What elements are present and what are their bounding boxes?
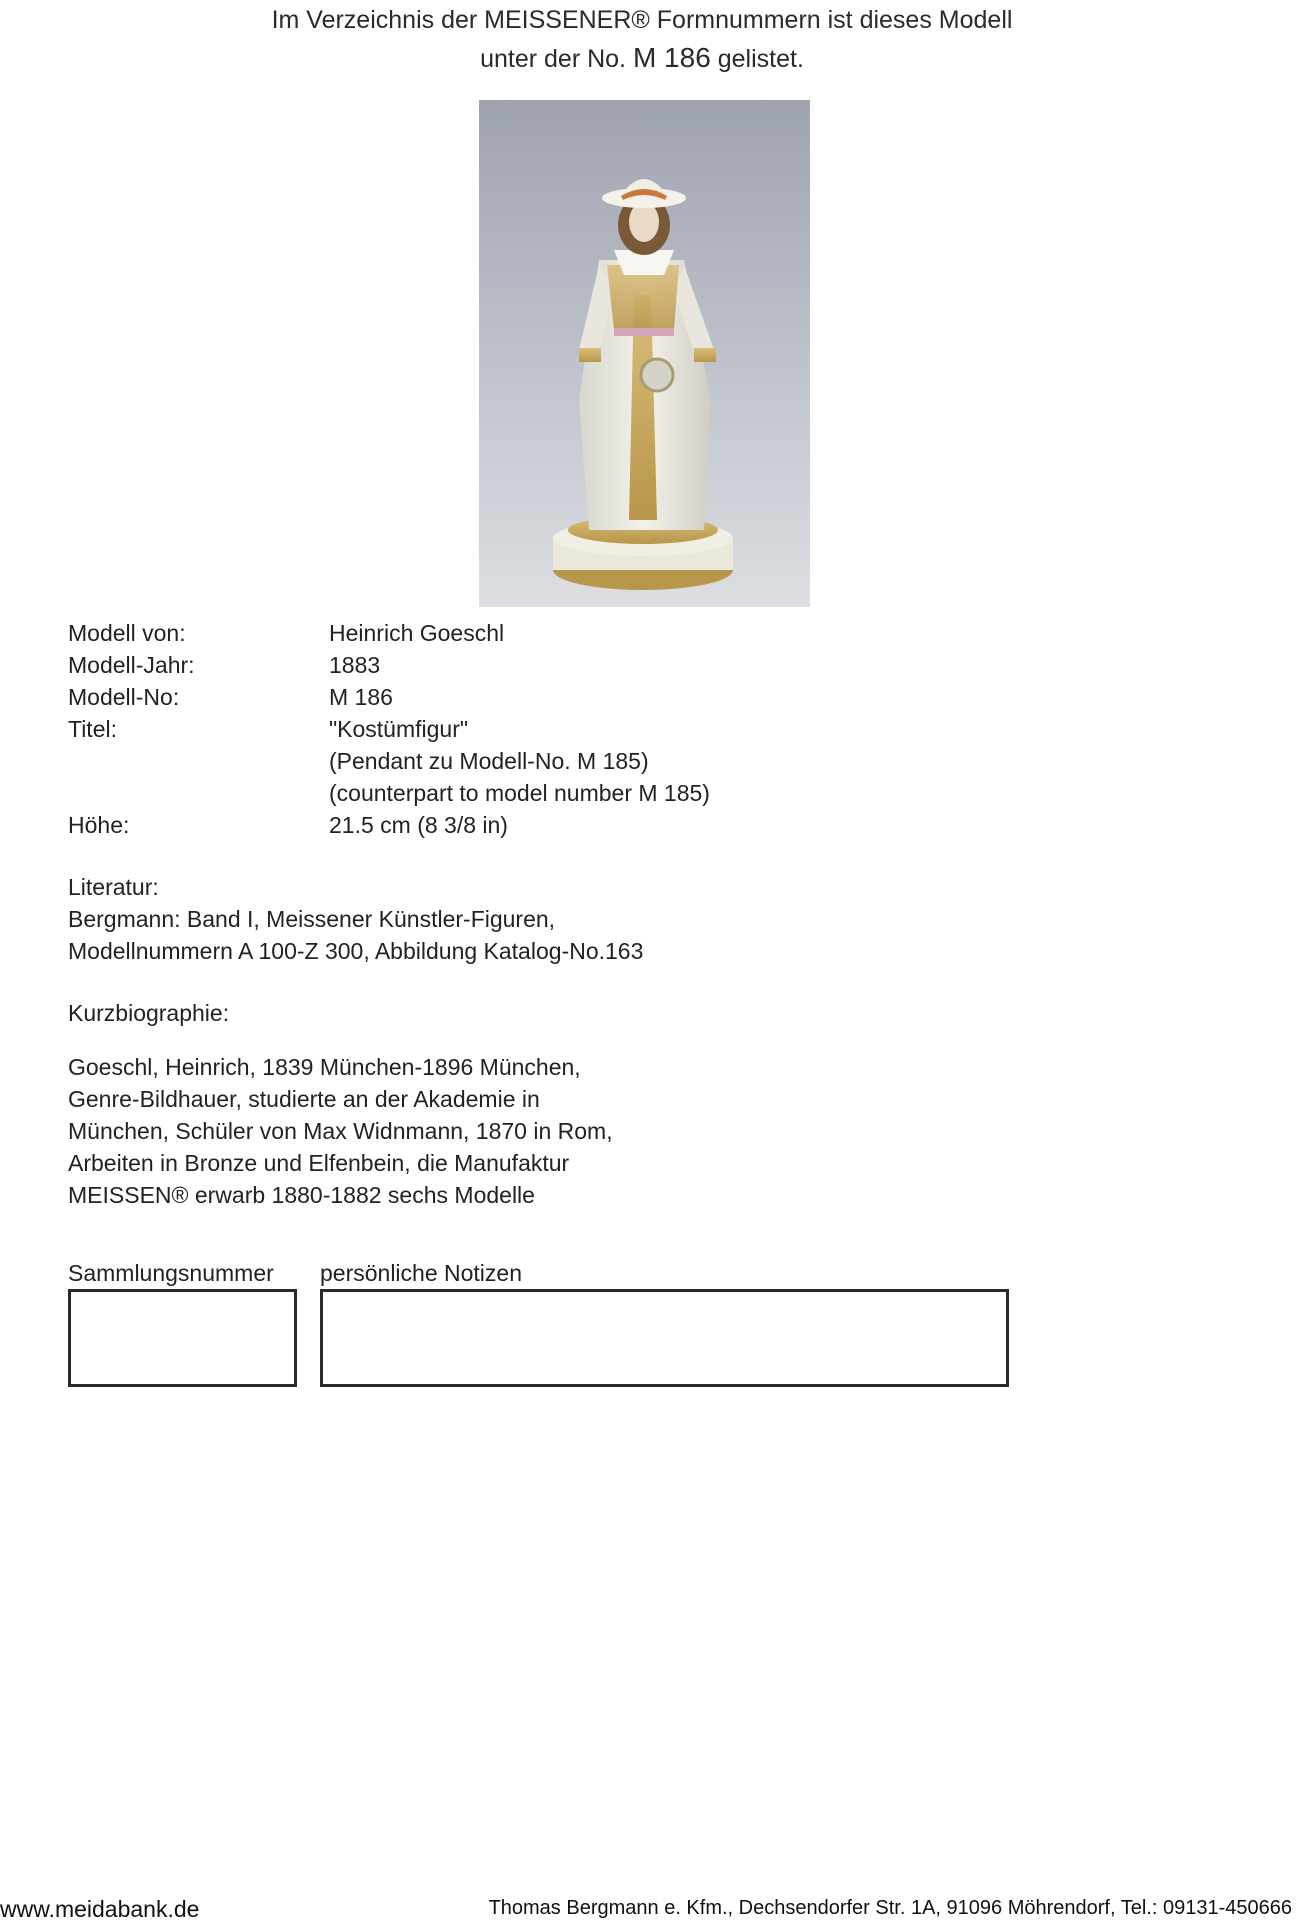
- header-prefix: unter der No.: [480, 45, 626, 73]
- titel-counterpart: (counterpart to model number M 185): [329, 780, 710, 806]
- footer-website[interactable]: www.meidabank.de: [0, 1896, 200, 1922]
- biography-line: München, Schüler von Max Widnmann, 1870 in Rom,: [68, 1118, 613, 1144]
- titel-label: Titel:: [68, 716, 117, 742]
- footer-address: Thomas Bergmann e. Kfm., Dechsendorfer Str. 1A, 91096 Möhrendorf, Tel.: 09131-450666: [488, 1897, 1292, 1919]
- hoehe-value: 21.5 cm (8 3/8 in): [329, 812, 508, 838]
- model-number-highlight: M 186: [632, 42, 711, 73]
- modell-jahr-value: 1883: [329, 652, 381, 678]
- header-line-2: [0, 39, 1284, 78]
- modell-jahr-label: Modell-Jahr:: [68, 652, 195, 678]
- sammlungsnummer-field[interactable]: [68, 1289, 297, 1387]
- biography-heading: Kurzbiographie:: [68, 1000, 230, 1026]
- biography-line: MEISSEN® erwarb 1880-1882 sechs Modelle: [68, 1182, 535, 1208]
- titel-value: "Kostümfigur": [329, 716, 469, 742]
- biography-line: Genre-Bildhauer, studierte an der Akademie in: [68, 1086, 540, 1112]
- sammlungsnummer-label: Sammlungsnummer: [68, 1260, 274, 1286]
- notizen-field[interactable]: [320, 1289, 1009, 1387]
- header-line-1: Im Verzeichnis der MEISSENER® Formnummern ist dieses Modell: [271, 6, 1013, 34]
- modell-no-value: M 186: [329, 684, 393, 710]
- header-suffix: gelistet.: [717, 45, 804, 73]
- header-notice: [0, 2, 1284, 78]
- figurine-illustration: [479, 100, 810, 607]
- figurine-photo: [479, 100, 810, 607]
- modell-von-value: Heinrich Goeschl: [329, 620, 505, 646]
- notizen-label: persönliche Notizen: [320, 1260, 523, 1286]
- modell-von-label: Modell von:: [68, 620, 186, 646]
- hoehe-label: Höhe:: [68, 812, 130, 838]
- biography-line: Arbeiten in Bronze und Elfenbein, die Manufaktur: [68, 1150, 570, 1176]
- titel-pendant: (Pendant zu Modell-No. M 185): [329, 748, 649, 774]
- literatur-line: Bergmann: Band I, Meissener Künstler-Figuren,: [68, 906, 556, 932]
- literatur-heading: Literatur:: [68, 874, 159, 900]
- literatur-line: Modellnummern A 100-Z 300, Abbildung Katalog-No.163: [68, 938, 644, 964]
- modell-no-label: Modell-No:: [68, 684, 180, 710]
- biography-line: Goeschl, Heinrich, 1839 München-1896 München,: [68, 1054, 581, 1080]
